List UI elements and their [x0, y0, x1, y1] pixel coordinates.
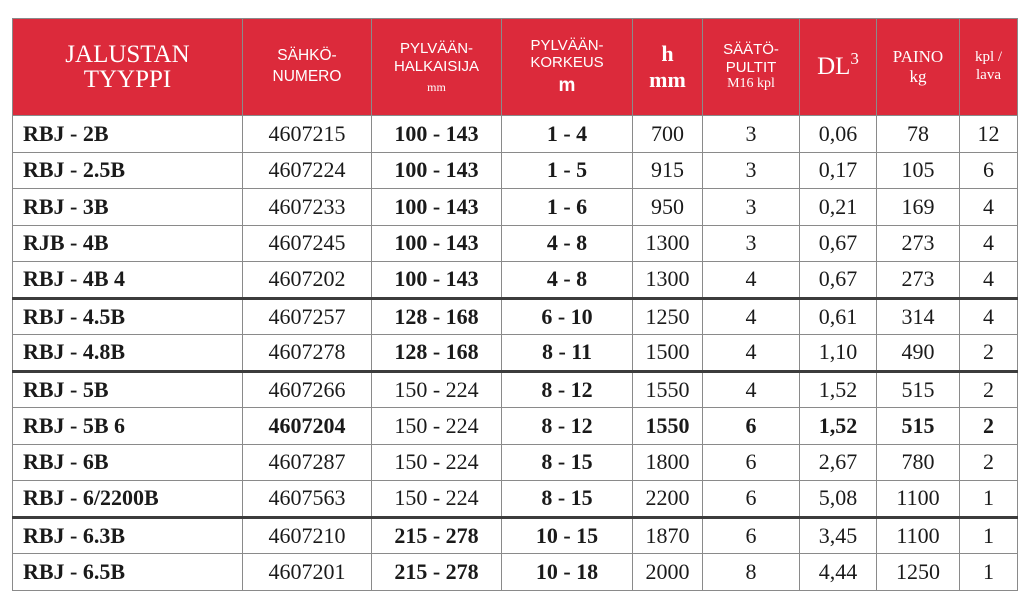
header-per-pallet	[960, 19, 1018, 116]
cell-h: 1300	[633, 262, 703, 299]
cell-weight: 78	[877, 116, 960, 153]
cell-bolts: 6	[703, 481, 800, 518]
cell-h: 1550	[633, 371, 703, 408]
table-row	[13, 444, 1018, 481]
cell-per-pallet: 1	[960, 517, 1018, 554]
header-bolts-unit: M16 kpl	[727, 76, 775, 92]
header-height-line2: KORKEUS	[530, 54, 604, 72]
cell-dl: 0,17	[800, 152, 877, 189]
header-bolts-line2: PULTIT	[725, 58, 777, 76]
cell-type: RBJ - 4B 4	[13, 262, 243, 299]
cell-h: 915	[633, 152, 703, 189]
table-row	[13, 225, 1018, 262]
cell-per-pallet: 4	[960, 189, 1018, 226]
cell-bolts: 4	[703, 371, 800, 408]
cell-number: 4607224	[243, 152, 372, 189]
header-weight	[877, 19, 960, 116]
cell-bolts: 4	[703, 298, 800, 335]
cell-h: 2000	[633, 554, 703, 591]
cell-bolts: 4	[703, 262, 800, 299]
cell-number: 4607233	[243, 189, 372, 226]
cell-height: 8 - 12	[502, 371, 633, 408]
table-row	[13, 116, 1018, 153]
cell-number: 4607201	[243, 554, 372, 591]
cell-h: 700	[633, 116, 703, 153]
cell-height: 4 - 8	[502, 262, 633, 299]
cell-type: RBJ - 4.8B	[13, 335, 243, 372]
cell-number: 4607278	[243, 335, 372, 372]
table-row	[13, 335, 1018, 372]
cell-dl: 4,44	[800, 554, 877, 591]
cell-per-pallet: 1	[960, 481, 1018, 518]
header-dl-label: DL	[817, 53, 851, 81]
cell-number: 4607215	[243, 116, 372, 153]
header-diameter-unit: mm	[427, 79, 446, 94]
cell-per-pallet: 2	[960, 408, 1018, 445]
cell-diameter: 150 - 224	[372, 371, 502, 408]
table-row	[13, 189, 1018, 226]
header-bolts	[703, 19, 800, 116]
cell-h: 950	[633, 189, 703, 226]
cell-per-pallet: 4	[960, 262, 1018, 299]
cell-weight: 273	[877, 262, 960, 299]
pole-base-spec-table	[12, 18, 1018, 591]
cell-weight: 780	[877, 444, 960, 481]
cell-per-pallet: 12	[960, 116, 1018, 153]
cell-h: 1300	[633, 225, 703, 262]
spec-table-container	[12, 18, 1018, 591]
cell-diameter: 150 - 224	[372, 481, 502, 518]
header-per-pallet-line1: kpl /	[974, 49, 1003, 66]
cell-dl: 0,61	[800, 298, 877, 335]
cell-dl: 0,67	[800, 262, 877, 299]
cell-diameter: 100 - 143	[372, 225, 502, 262]
cell-diameter: 215 - 278	[372, 554, 502, 591]
header-bolts-line1: SÄÄTÖ-	[723, 41, 779, 59]
cell-height: 8 - 12	[502, 408, 633, 445]
cell-diameter: 128 - 168	[372, 335, 502, 372]
cell-diameter: 128 - 168	[372, 298, 502, 335]
cell-number: 4607257	[243, 298, 372, 335]
cell-height: 10 - 15	[502, 517, 633, 554]
header-type-line1: JALUSTAN	[65, 41, 190, 68]
cell-bolts: 6	[703, 444, 800, 481]
cell-bolts: 6	[703, 408, 800, 445]
table-row	[13, 517, 1018, 554]
header-number	[243, 19, 372, 116]
cell-bolts: 3	[703, 225, 800, 262]
header-per-pallet-line2: lava	[976, 67, 1001, 83]
cell-diameter: 100 - 143	[372, 189, 502, 226]
cell-per-pallet: 2	[960, 371, 1018, 408]
cell-bolts: 3	[703, 116, 800, 153]
cell-weight: 490	[877, 335, 960, 372]
cell-h: 1870	[633, 517, 703, 554]
header-h-line1: h	[661, 41, 674, 67]
cell-type: RBJ - 6.3B	[13, 517, 243, 554]
header-row	[13, 19, 1018, 116]
table-row	[13, 298, 1018, 335]
cell-diameter: 100 - 143	[372, 152, 502, 189]
cell-dl: 1,52	[800, 408, 877, 445]
cell-diameter: 150 - 224	[372, 444, 502, 481]
header-diameter-line1: PYLVÄÄN-	[399, 40, 474, 58]
header-h-unit: mm	[649, 67, 686, 92]
header-type-line2: TYYPPI	[83, 66, 172, 93]
cell-weight: 169	[877, 189, 960, 226]
cell-height: 4 - 8	[502, 225, 633, 262]
cell-type: RBJ - 2B	[13, 116, 243, 153]
cell-diameter: 215 - 278	[372, 517, 502, 554]
cell-per-pallet: 2	[960, 335, 1018, 372]
cell-type: RBJ - 3B	[13, 189, 243, 226]
cell-weight: 105	[877, 152, 960, 189]
header-diameter-line2: HALKAISIJA	[393, 57, 480, 75]
cell-type: RBJ - 5B 6	[13, 408, 243, 445]
cell-bolts: 3	[703, 189, 800, 226]
header-diameter	[372, 19, 502, 116]
cell-weight: 273	[877, 225, 960, 262]
cell-height: 8 - 15	[502, 444, 633, 481]
cell-number: 4607266	[243, 371, 372, 408]
cell-type: RJB - 4B	[13, 225, 243, 262]
cell-dl: 5,08	[800, 481, 877, 518]
cell-number: 4607210	[243, 517, 372, 554]
cell-height: 1 - 4	[502, 116, 633, 153]
cell-diameter: 150 - 224	[372, 408, 502, 445]
cell-type: RBJ - 6B	[13, 444, 243, 481]
cell-type: RBJ - 4.5B	[13, 298, 243, 335]
cell-dl: 1,10	[800, 335, 877, 372]
cell-dl: 0,21	[800, 189, 877, 226]
cell-type: RBJ - 5B	[13, 371, 243, 408]
cell-per-pallet: 4	[960, 225, 1018, 262]
header-number-line2: NUMERO	[272, 68, 342, 85]
cell-type: RBJ - 6/2200B	[13, 481, 243, 518]
cell-bolts: 3	[703, 152, 800, 189]
cell-height: 6 - 10	[502, 298, 633, 335]
cell-height: 8 - 15	[502, 481, 633, 518]
cell-h: 1500	[633, 335, 703, 372]
cell-height: 8 - 11	[502, 335, 633, 372]
cell-number: 4607204	[243, 408, 372, 445]
cell-height: 10 - 18	[502, 554, 633, 591]
header-height	[502, 19, 633, 116]
cell-h: 2200	[633, 481, 703, 518]
cell-dl: 1,52	[800, 371, 877, 408]
header-dl	[800, 19, 877, 116]
header-dl-exponent: 3	[850, 49, 859, 69]
cell-weight: 515	[877, 371, 960, 408]
header-number-line1: SÄHKÖ-	[277, 47, 337, 65]
cell-height: 1 - 5	[502, 152, 633, 189]
cell-number: 4607287	[243, 444, 372, 481]
cell-type: RBJ - 6.5B	[13, 554, 243, 591]
header-type	[13, 19, 243, 116]
cell-h: 1800	[633, 444, 703, 481]
cell-number: 4607563	[243, 481, 372, 518]
cell-weight: 515	[877, 408, 960, 445]
cell-number: 4607202	[243, 262, 372, 299]
table-row	[13, 481, 1018, 518]
cell-dl: 0,06	[800, 116, 877, 153]
header-height-unit: m	[558, 74, 576, 96]
cell-dl: 3,45	[800, 517, 877, 554]
cell-diameter: 100 - 143	[372, 116, 502, 153]
header-weight-unit: kg	[909, 67, 927, 86]
header-height-line1: PYLVÄÄN-	[530, 36, 604, 54]
cell-bolts: 6	[703, 517, 800, 554]
cell-number: 4607245	[243, 225, 372, 262]
cell-weight: 1250	[877, 554, 960, 591]
cell-h: 1550	[633, 408, 703, 445]
cell-type: RBJ - 2.5B	[13, 152, 243, 189]
table-row	[13, 408, 1018, 445]
cell-weight: 1100	[877, 481, 960, 518]
cell-bolts: 4	[703, 335, 800, 372]
cell-bolts: 8	[703, 554, 800, 591]
cell-per-pallet: 1	[960, 554, 1018, 591]
cell-per-pallet: 2	[960, 444, 1018, 481]
cell-weight: 1100	[877, 517, 960, 554]
cell-diameter: 100 - 143	[372, 262, 502, 299]
cell-dl: 2,67	[800, 444, 877, 481]
cell-weight: 314	[877, 298, 960, 335]
table-row	[13, 371, 1018, 408]
table-row	[13, 152, 1018, 189]
cell-per-pallet: 4	[960, 298, 1018, 335]
cell-per-pallet: 6	[960, 152, 1018, 189]
cell-height: 1 - 6	[502, 189, 633, 226]
cell-dl: 0,67	[800, 225, 877, 262]
header-weight-line1: PAINO	[892, 46, 944, 66]
table-row	[13, 262, 1018, 299]
header-h	[633, 19, 703, 116]
cell-h: 1250	[633, 298, 703, 335]
table-row	[13, 554, 1018, 591]
